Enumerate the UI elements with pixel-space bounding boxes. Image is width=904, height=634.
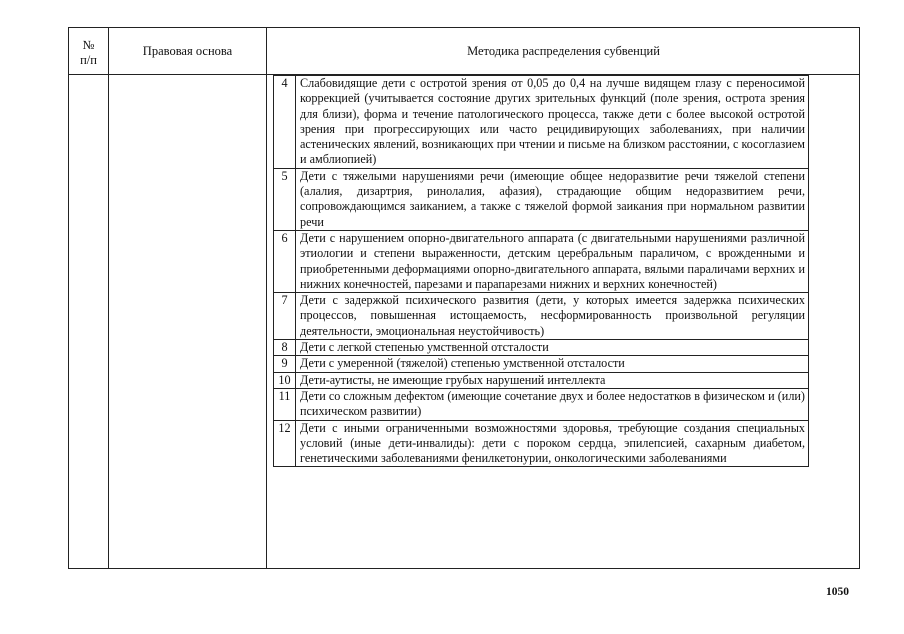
header-num-label: п/п: [80, 53, 97, 67]
table-row: [274, 372, 809, 388]
categories-table: [273, 75, 809, 467]
page-number: 1050: [826, 586, 849, 598]
row-text: Дети с легкой степенью умственной отсталости: [296, 340, 809, 356]
header-legal-basis: Правовая основа: [142, 44, 233, 58]
table-row: [274, 168, 809, 230]
table-row: [274, 230, 809, 292]
row-text: Дети с умеренной (тяжелой) степенью умственной отсталости: [296, 356, 809, 372]
table-row: [274, 356, 809, 372]
header-methodology: Методика распределения субвенций: [467, 44, 660, 58]
row-number: 9: [274, 356, 296, 372]
row-text: Дети с задержкой психического развития (дети, у которых имеется задержка психических процессов, повышенная истощаемость, несформированность произвольной регуляции деятельности, эмоциональная неустойчивость): [296, 293, 809, 340]
row-number: 5: [274, 168, 296, 230]
row-text: Дети с нарушением опорно-двигательного аппарата (с двигательными нарушениями различной этиологии и степени выраженности, детским церебральным параличом, с врожденными и приобретенными деформациями опорно-двигательного аппарата, вялыми параличами верхних и нижних конечностей, парезами и парапарезами нижних и верхних конечностей): [296, 230, 809, 292]
row-number: 10: [274, 372, 296, 388]
row-number: 7: [274, 293, 296, 340]
table-row: [274, 420, 809, 467]
column-divider: [108, 28, 109, 568]
row-number: 12: [274, 420, 296, 467]
row-number: 8: [274, 340, 296, 356]
table-row: [274, 293, 809, 340]
table-row: [274, 388, 809, 420]
row-text: Дети со сложным дефектом (имеющие сочетание двух и более недостатков в физическом и (или) психическом развитии): [296, 388, 809, 420]
row-number: 11: [274, 388, 296, 420]
row-number: 4: [274, 76, 296, 169]
header-num-symbol: №: [82, 38, 95, 52]
table-row: [274, 340, 809, 356]
row-text: Слабовидящие дети с остротой зрения от 0,05 до 0,4 на лучше видящем глазу с переносимой коррекцией (учитывается состояние других зрительных функций (поле зрения, острота зрения для близи), форма и течение патологического процесса, также дети с более высокой остротой зрения при прогрессирующих или часто рецидивирующих заболеваниях, при наличии астенических явлений, возникающих при чтении и письме на близком расстоянии, с косоглазием и амблиопией): [296, 76, 809, 169]
row-text: Дети с тяжелыми нарушениями речи (имеющие общее недоразвитие речи тяжелой степени (алалия, дизартрия, ринолалия, афазия), страдающие общим недоразвитием речи, сопровождающимся заиканием, а также с тяжелой формой заикания при нормальном развитии речи: [296, 168, 809, 230]
row-text: Дети-аутисты, не имеющие грубых нарушений интеллекта: [296, 372, 809, 388]
column-divider: [266, 28, 267, 568]
row-number: 6: [274, 230, 296, 292]
table-row: [274, 76, 809, 169]
header-num: [69, 38, 108, 68]
row-text: Дети с иными ограниченными возможностями здоровья, требующие создания специальных условий (иные дети-инвалиды): дети с пороком сердца, эпилепсией, сахарным диабетом, генетическими заболеваниями фенилкетонурии, онкологическими заболеваниями: [296, 420, 809, 467]
